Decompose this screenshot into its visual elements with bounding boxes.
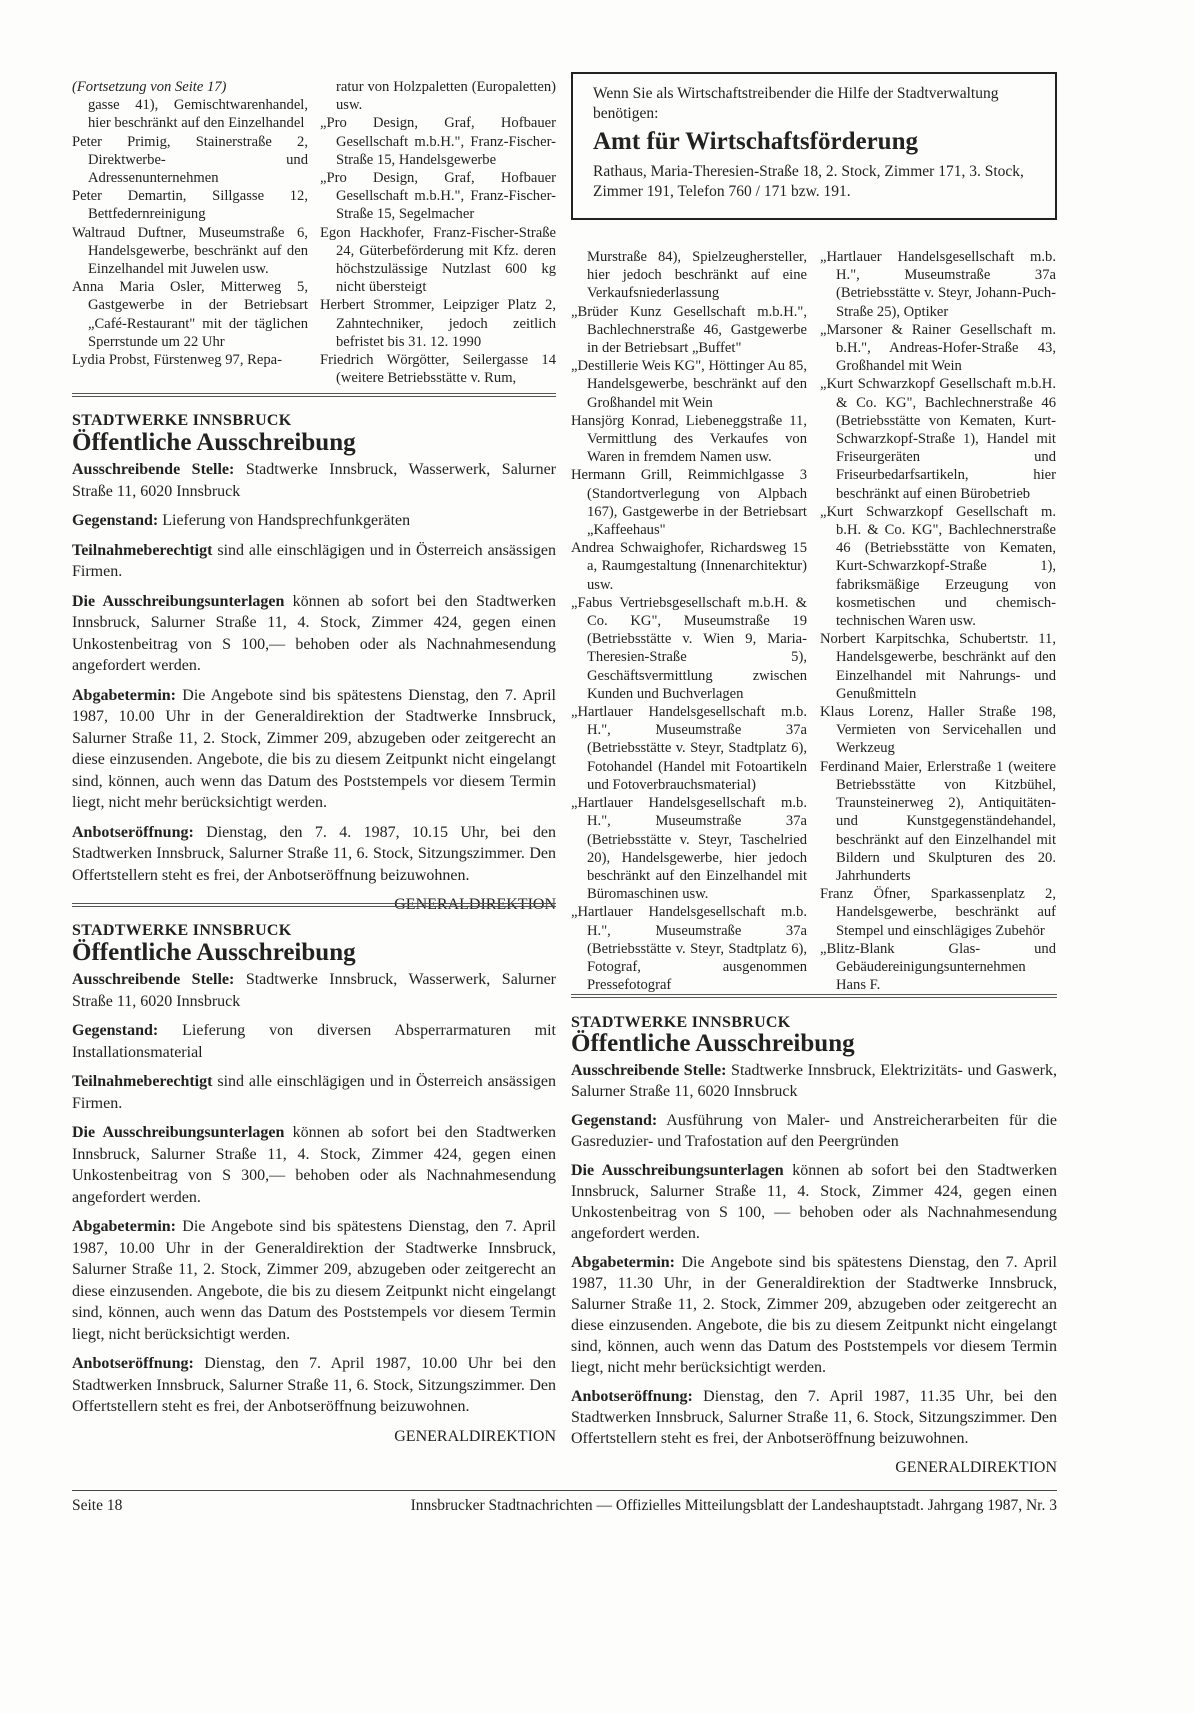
- notice-text: sind alle einschlägigen und in Österreich ansässigen Firmen.: [72, 1073, 556, 1112]
- register-entry: „Pro Design, Graf, Hofbauer Gesellschaft m.b.H.", Franz-Fischer-Straße 15, Handelsgewerbe: [320, 115, 556, 168]
- notice-label: Gegenstand:: [571, 1112, 658, 1129]
- tender-notice-2: [72, 920, 556, 1447]
- notice-organization: STADTWERKE INNSBRUCK: [72, 922, 292, 939]
- notice-label: Anbotseröffnung:: [72, 1355, 194, 1372]
- notice-label: Gegenstand:: [72, 1022, 159, 1039]
- notice-label: Ausschreibende Stelle:: [72, 461, 235, 478]
- tender-notice-1: [72, 410, 556, 916]
- register-column-2: [320, 78, 556, 387]
- notice-text: Die Angebote sind bis spätestens Dienstag, den 7. April 1987, 10.00 Uhr in der Generaldirektion der Stadtwerke Innsbruck, Salurner Straße 11, 2. Stock, Zimmer 209, abzugeben oder zeitgerecht an diese einzusenden. Angebote, die bis zu diesem Zeitpunkt nicht eingelangt sind, können, auch wenn das Datum des Poststempels vor diesem Termin liegt, nicht mehr berücksichtigt werden.: [72, 686, 556, 811]
- register-entry: Friedrich Wörgötter, Seilergasse 14 (weitere Betriebsstätte v. Rum,: [320, 352, 556, 387]
- register-entry: „Hartlauer Handelsgesellschaft m.b. H.", Museumstraße 37a (Betriebsstätte v. Steyr, Johann-Puch-Straße 25), Optiker: [820, 249, 1056, 320]
- register-entry: Murstraße 84), Spielzeughersteller, hier jedoch beschränkt auf eine Verkaufsniederlassung: [587, 249, 807, 302]
- notice-label: Anbotseröffnung:: [72, 823, 194, 841]
- register-entry: Egon Hackhofer, Franz-Fischer-Straße 24, Güterbeförderung mit Kfz. deren höchstzulässige Nutzlast 600 kg nicht übersteigt: [320, 224, 556, 296]
- notice-paragraph: [72, 459, 556, 502]
- register-entry: Anna Maria Osler, Mitterweg 5, Gastgewerbe in der Betriebsart „Café-Restaurant" mit der täglichen Sperrstunde um 22 Uhr: [72, 279, 308, 350]
- notice-paragraph: [72, 540, 556, 583]
- register-entry: „Marsoner & Rainer Gesellschaft m. b.H.", Andreas-Hofer-Straße 43, Großhandel mit Wein: [820, 321, 1056, 375]
- register-entry: Hansjörg Konrad, Liebeneggstraße 11, Vermittlung des Verkaufes von Waren in fremdem Namen usw.: [571, 412, 807, 466]
- notice-label: Ausschreibende Stelle:: [72, 971, 235, 988]
- register-entry: „Blitz-Blank Glas- und Gebäudereinigungsunternehmen Hans F.: [820, 940, 1056, 994]
- notice-paragraph: [72, 1353, 556, 1418]
- notice-title: Öffentliche Ausschreibung: [72, 428, 356, 456]
- notice-label: Anbotseröffnung:: [571, 1388, 693, 1405]
- notice-paragraph: [571, 1252, 1057, 1378]
- notice-label: Gegenstand:: [72, 512, 159, 529]
- register-column-4: [820, 248, 1056, 994]
- notice-text: Lieferung von diversen Absperrarmaturen mit Installationsmaterial: [72, 1022, 556, 1061]
- divider: [72, 393, 556, 397]
- notice-text: Dienstag, den 7. April 1987, 10.00 Uhr bei den Stadtwerken Innsbruck, Salurner Straße 11, 6. Stock, Sitzungszimmer. Den Offertstellern steht es frei, der Anbotseröffnung beizuwohnen.: [72, 1355, 556, 1415]
- notice-label: Teilnahmeberechtigt: [72, 1073, 213, 1090]
- notice-text: Stadtwerke Innsbruck, Wasserwerk, Salurner Straße 11, 6020 Innsbruck: [72, 461, 557, 500]
- register-entry: „Fabus Vertriebsgesellschaft m.b.H. & Co. KG", Museumstraße 19 (Betriebsstätte v. Wien 9, Maria-Theresien-Straße 5), Geschäftsvermittlung zwischen Kunden und Buchverlagen: [571, 594, 807, 702]
- register-entry: „Destillerie Weis KG", Höttinger Au 85, Handelsgewerbe, beschränkt auf den Großhandel mit Wein: [571, 358, 807, 411]
- notice-paragraph: [72, 822, 556, 887]
- notice-label: Die Ausschreibungsunterlagen: [72, 592, 285, 610]
- publication-line: Innsbrucker Stadtnachrichten — Offizielles Mitteilungsblatt der Landeshauptstadt. Jahrgang 1987, Nr. 3: [410, 1497, 1057, 1514]
- notice-paragraph: [72, 685, 556, 814]
- notice-text: Stadtwerke Innsbruck, Wasserwerk, Salurner Straße 11, 6020 Innsbruck: [72, 971, 557, 1010]
- notice-paragraph: [72, 1071, 556, 1114]
- notice-signature: GENERALDIREKTION: [394, 896, 556, 913]
- divider: [571, 994, 1057, 998]
- divider: [72, 903, 556, 907]
- register-entry: „Kurt Schwarzkopf Gesellschaft m. b.H. & Co. KG", Bachlechnerstraße 46 (Betriebsstätte von Kematen, Kurt-Schwarzkopf-Straße 1), fabriksmäßige Erzeugung von kosmetischen und chemisch-technischen Waren usw.: [820, 503, 1056, 630]
- notice-text: Dienstag, den 7. April 1987, 11.35 Uhr, bei den Stadtwerken Innsbruck, Salurner Straße 11, 6. Stock, Sitzungszimmer. Den Offertstellern steht es frei, der Anbotseröffnung beizuwohnen.: [571, 1388, 1057, 1447]
- register-entry: (Fortsetzung von Seite 17): [72, 79, 227, 95]
- notice-label: Die Ausschreibungsunterlagen: [571, 1162, 784, 1179]
- info-box-title: Amt für Wirtschaftsförderung: [593, 128, 918, 155]
- register-entry: „Hartlauer Handelsgesellschaft m.b. H.", Museumstraße 37a (Betriebsstätte v. Steyr, Stadtplatz 6), Fotograf, ausgenommen Pressefotograf: [571, 904, 807, 994]
- register-entry: Hermann Grill, Reimmichlgasse 3 (Standortverlegung von Alpbach 167), Gastgewerbe in der Betriebsart „Kaffeehaus": [571, 467, 807, 539]
- notice-paragraph: [571, 1110, 1057, 1152]
- notice-text: Ausführung von Maler- und Anstreicherarbeiten für die Gasreduzier- und Trafostation auf den Peergründen: [571, 1112, 1057, 1150]
- notice-paragraph: [571, 1160, 1057, 1244]
- notice-text: können ab sofort bei den Stadtwerken Innsbruck, Salurner Straße 11, 4. Stock, Zimmer 424, gegen einen Unkostenbeitrag von S 100,— behoben oder als Nachnahmesendung angefordert werden.: [72, 592, 556, 674]
- register-entry: „Brüder Kunz Gesellschaft m.b.H.", Bachlechnerstraße 46, Gastgewerbe in der Betriebsart „Buffet": [571, 303, 807, 357]
- notice-paragraph: [571, 1060, 1057, 1102]
- notice-paragraph: [72, 1122, 556, 1208]
- register-entry: Norbert Karpitschka, Schubertstr. 11, Handelsgewerbe, beschränkt auf den Einzelhandel mit Nahrungs- und Genußmitteln: [820, 631, 1056, 702]
- notice-label: Teilnahmeberechtigt: [72, 541, 213, 559]
- register-column-1: [72, 78, 308, 369]
- notice-paragraph: [72, 510, 556, 532]
- notice-label: Abgabetermin:: [72, 1218, 176, 1235]
- notice-label: Die Ausschreibungsunterlagen: [72, 1124, 285, 1141]
- notice-label: Ausschreibende Stelle:: [571, 1062, 727, 1079]
- register-entry: Waltraud Duftner, Museumstraße 6, Handelsgewerbe, beschränkt auf den Einzelhandel mit Juwelen usw.: [72, 224, 308, 278]
- notice-label: Abgabetermin:: [571, 1254, 675, 1271]
- page-footer: [72, 1490, 1057, 1515]
- register-entry: Lydia Probst, Fürstenweg 97, Repa-: [72, 352, 282, 369]
- notice-label: Abgabetermin:: [72, 686, 176, 704]
- tender-notice-3: [571, 1012, 1057, 1478]
- notice-text: können ab sofort bei den Stadtwerken Innsbruck, Salurner Straße 11, 4. Stock, Zimmer 424, gegen einen Unkostenbeitrag von S 300,— behoben oder als Nachnahmesendung angefordert werden.: [72, 1124, 556, 1206]
- notice-signature: GENERALDIREKTION: [394, 1427, 556, 1445]
- register-entry: „Pro Design, Graf, Hofbauer Gesellschaft m.b.H.", Franz-Fischer-Straße 15, Segelmacher: [320, 170, 556, 223]
- notice-paragraph: [72, 1216, 556, 1345]
- notice-paragraph: [72, 1020, 556, 1063]
- register-entry: gasse 41), Gemischtwarenhandel, hier beschränkt auf den Einzelhandel: [88, 97, 308, 132]
- register-entry: „Hartlauer Handelsgesellschaft m.b. H.", Museumstraße 37a (Betriebsstätte v. Steyr, Taschelried 20), Handelsgewerbe, hier jedoch beschränkt auf den Einzelhandel mit Büromaschinen usw.: [571, 795, 807, 903]
- info-box-intro: Wenn Sie als Wirtschaftstreibender die Hilfe der Stadtverwaltung benötigen:: [593, 85, 999, 122]
- register-entry: Andrea Schwaighofer, Richardsweg 15 a, Raumgestaltung (Innenarchitektur) usw.: [571, 540, 807, 593]
- notice-text: Die Angebote sind bis spätestens Dienstag, den 7. April 1987, 11.30 Uhr, in der Generaldirektion der Stadtwerke Innsbruck, Salurner Straße 11, 2. Stock, Zimmer 209, abzugeben oder zeitgerecht an diese einzusenden. Angebote, die bis zu diesem Zeitpunkt nicht eingelangt sind, können, auch wenn das Datum des Poststempels vor diesem Termin liegt, nicht mehr berücksichtigt werden.: [571, 1254, 1057, 1376]
- notice-text: Dienstag, den 7. 4. 1987, 10.15 Uhr, bei den Stadtwerken Innsbruck, Salurner Straße 11, 6. Stock, Sitzungszimmer. Den Offertstellern steht es frei, der Anbotseröffnung beizuwohnen.: [72, 823, 556, 884]
- notice-paragraph: [571, 1386, 1057, 1449]
- notice-text: Stadtwerke Innsbruck, Elektrizitäts- und Gaswerk, Salurner Straße 11, 6020 Innsbruck: [571, 1062, 1057, 1100]
- info-box: [571, 72, 1057, 220]
- notice-paragraph: [72, 591, 556, 677]
- notice-organization: STADTWERKE INNSBRUCK: [571, 1014, 791, 1031]
- notice-text: Die Angebote sind bis spätestens Dienstag, den 7. April 1987, 10.00 Uhr in der Generaldirektion der Stadtwerke Innsbruck, Salurner Straße 11, 2. Stock, Zimmer 209, abzugeben oder zeitgerecht an diese einzusenden. Angebote, die bis zu diesem Zeitpunkt nicht eingelangt sind, können, auch wenn das Datum des Poststempels vor diesem Termin liegt, nicht berücksichtigt werden.: [72, 1218, 556, 1343]
- register-entry: Herbert Strommer, Leipziger Platz 2, Zahntechniker, jedoch zeitlich befristet bis 31. 12. 1990: [320, 297, 556, 350]
- register-entry: „Kurt Schwarzkopf Gesellschaft m.b.H. & Co. KG", Bachlechnerstraße 46 (Betriebsstätte von Kematen, Kurt-Schwarzkopf-Straße 1), Handel mit Friseurgeräten und Friseurbedarfsartikeln, hier beschränkt auf einen Bürobetrieb: [820, 376, 1056, 502]
- info-box-address: Rathaus, Maria-Theresien-Straße 18, 2. Stock, Zimmer 171, 3. Stock, Zimmer 191, Telefon 760 / 171 bzw. 191.: [593, 163, 1024, 200]
- notice-organization: STADTWERKE INNSBRUCK: [72, 412, 292, 429]
- notice-title: Öffentliche Ausschreibung: [72, 938, 356, 966]
- register-entry: Ferdinand Maier, Erlerstraße 1 (weitere Betriebsstätte von Kitzbühel, Traunsteinerweg 2), Antiquitäten- und Kunstgegenständehandel, beschränkt auf den Einzelhandel mit Bildern und Skulpturen des 20. Jahrhunderts: [820, 758, 1056, 884]
- register-entry: „Hartlauer Handelsgesellschaft m.b. H.", Museumstraße 37a (Betriebsstätte v. Steyr, Stadtplatz 6), Fotohandel (Handel mit Fotoartikeln und Fotoverbrauchsmaterial): [571, 704, 807, 793]
- notice-signature: GENERALDIREKTION: [895, 1459, 1057, 1476]
- register-entry: ratur von Holzpaletten (Europaletten) usw.: [336, 79, 556, 114]
- page-number: Seite 18: [72, 1497, 123, 1514]
- register-entry: Peter Primig, Stainerstraße 2, Direktwerbe- und Adressenunternehmen: [72, 133, 308, 187]
- notice-text: können ab sofort bei den Stadtwerken Innsbruck, Salurner Straße 11, 4. Stock, Zimmer 424, gegen einen Unkostenbeitrag von S 100, — behoben oder als Nachnahmesendung angefordert werden.: [571, 1162, 1057, 1242]
- notice-paragraph: [72, 969, 556, 1012]
- register-entry: Franz Öfner, Sparkassenplatz 2, Handelsgewerbe, beschränkt auf Stempel und einschlägiges Zubehör: [820, 886, 1056, 939]
- register-entry: Peter Demartin, Sillgasse 12, Bettfedernreinigung: [72, 188, 308, 223]
- register-entry: Klaus Lorenz, Haller Straße 198, Vermieten von Servicehallen und Werkzeug: [820, 704, 1056, 757]
- notice-text: Lieferung von Handsprechfunkgeräten: [158, 512, 411, 529]
- notice-text: sind alle einschlägigen und in Österreich ansässigen Firmen.: [72, 541, 556, 580]
- notice-title: Öffentliche Ausschreibung: [571, 1030, 855, 1057]
- register-column-3: [571, 248, 807, 994]
